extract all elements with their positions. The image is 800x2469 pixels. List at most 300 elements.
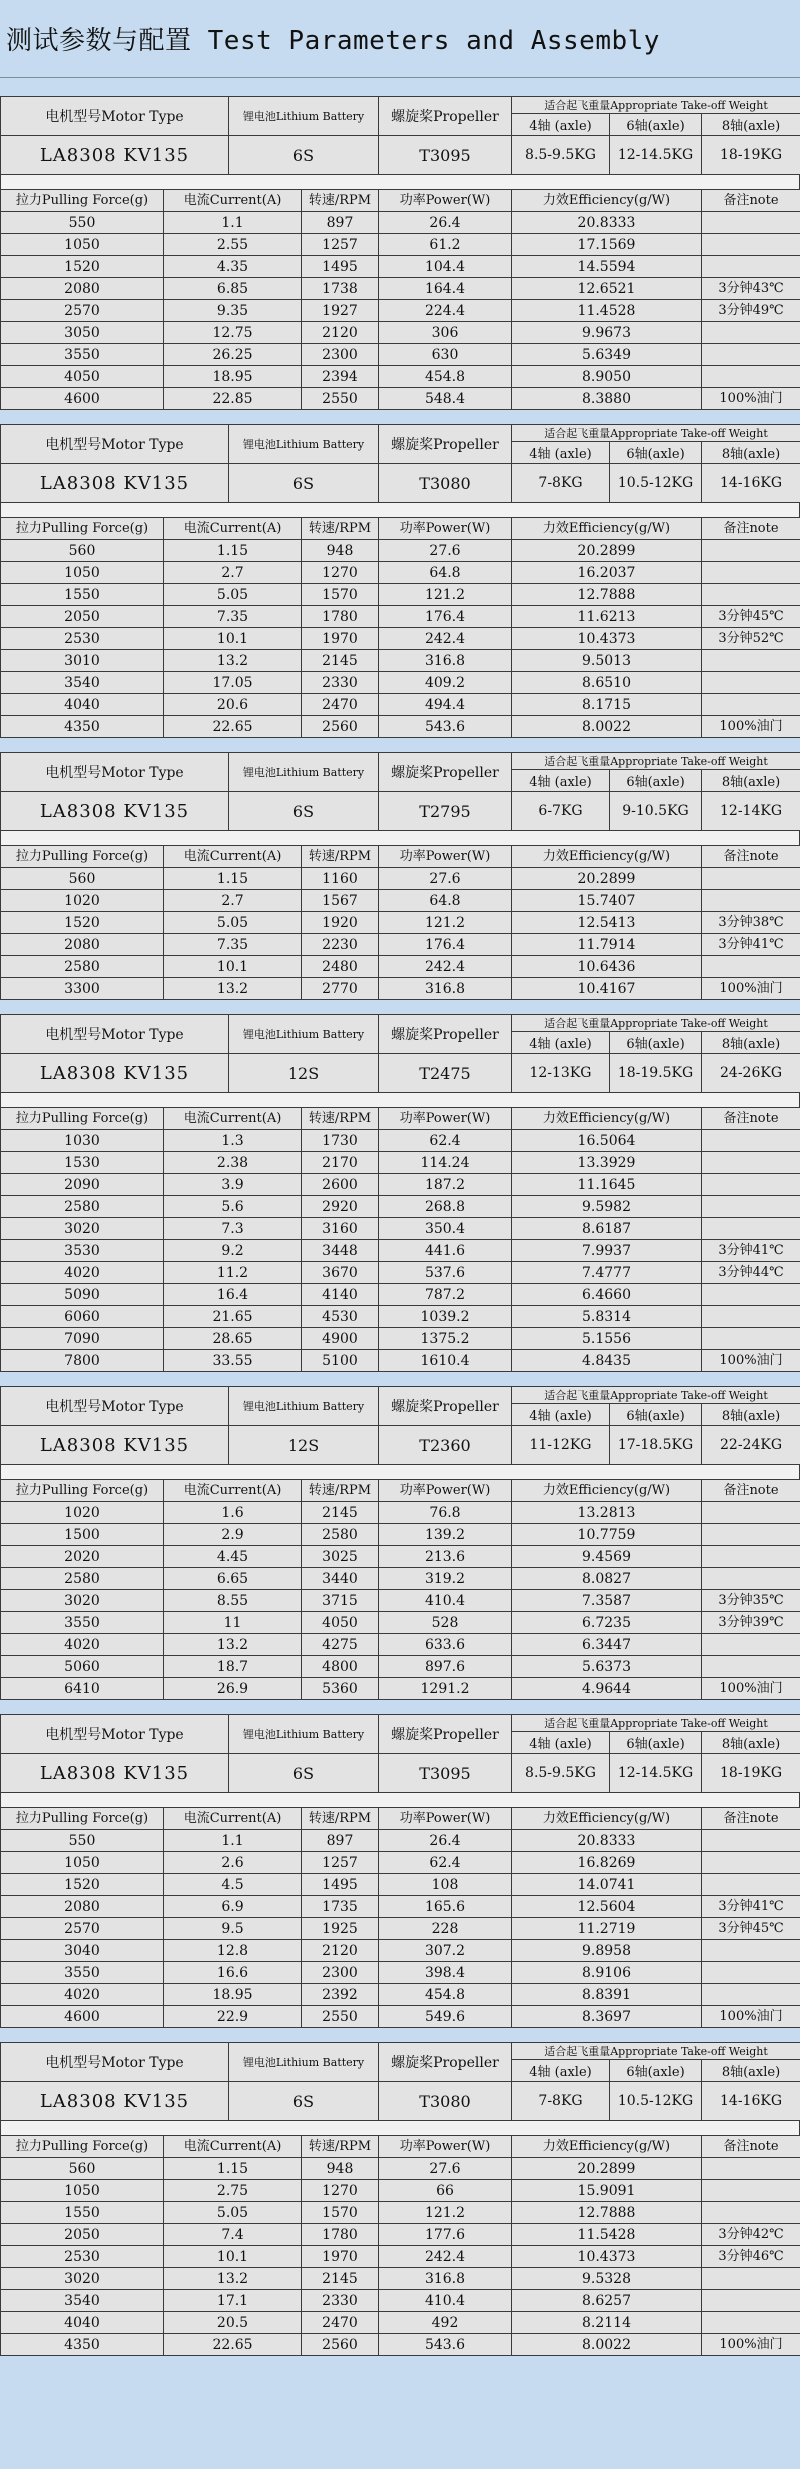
column-header: 拉力Pulling Force(g): [1, 2136, 164, 2158]
table-cell: 100%油门: [702, 1678, 800, 1700]
column-header: 功率Power(W): [379, 190, 512, 212]
test-section: [0, 424, 800, 738]
table-cell: [702, 1524, 800, 1546]
takeoff-weight-label: 适合起飞重量Appropriate Take-off Weight: [512, 1387, 800, 1404]
takeoff-weight-label: 适合起飞重量Appropriate Take-off Weight: [512, 425, 800, 442]
battery-value: 12S: [229, 1054, 379, 1093]
motor-type-label: 电机型号Motor Type: [1, 753, 229, 792]
table-row: [1, 1524, 800, 1546]
weight-4axle-value: 8.5-9.5KG: [512, 136, 610, 175]
table-cell: 319.2: [379, 1568, 512, 1590]
section-gap: [0, 1000, 800, 1014]
table-cell: 306: [379, 322, 512, 344]
table-cell: 2.7: [164, 890, 302, 912]
table-cell: 5100: [302, 1350, 379, 1372]
table-cell: 4350: [1, 716, 164, 738]
table-cell: 1050: [1, 234, 164, 256]
table-cell: [702, 1152, 800, 1174]
table-cell: 20.8333: [512, 212, 702, 234]
table-cell: 14.5594: [512, 256, 702, 278]
table-cell: [702, 2290, 800, 2312]
table-row: [1, 694, 800, 716]
weight-6axle-value: 10.5-12KG: [610, 2082, 702, 2121]
table-cell: 177.6: [379, 2224, 512, 2246]
table-cell: 494.4: [379, 694, 512, 716]
table-cell: 3540: [1, 672, 164, 694]
table-cell: 3448: [302, 1240, 379, 1262]
table-cell: 10.4167: [512, 978, 702, 1000]
table-row: [1, 890, 800, 912]
column-header: 电流Current(A): [164, 1108, 302, 1130]
table-cell: 2580: [302, 1524, 379, 1546]
table-cell: 10.7759: [512, 1524, 702, 1546]
table-cell: 2170: [302, 1152, 379, 1174]
column-header: 拉力Pulling Force(g): [1, 1808, 164, 1830]
table-cell: 1039.2: [379, 1306, 512, 1328]
table-cell: 62.4: [379, 1852, 512, 1874]
table-row: [1, 278, 800, 300]
table-row: [1, 540, 800, 562]
table-row: [1, 1852, 800, 1874]
column-header: 电流Current(A): [164, 1480, 302, 1502]
table-cell: 16.2037: [512, 562, 702, 584]
table-cell: 2.7: [164, 562, 302, 584]
column-header: 备注note: [702, 518, 800, 540]
table-cell: [702, 694, 800, 716]
table-cell: 1780: [302, 606, 379, 628]
table-cell: 3550: [1, 344, 164, 366]
table-cell: 224.4: [379, 300, 512, 322]
table-row: [1, 1874, 800, 1896]
table-cell: 12.7888: [512, 2202, 702, 2224]
table-row: [1, 2268, 800, 2290]
table-cell: 1500: [1, 1524, 164, 1546]
table-cell: 20.5: [164, 2312, 302, 2334]
table-cell: 3分钟41℃: [702, 1240, 800, 1262]
battery-label: 锂电池Lithium Battery: [229, 2043, 379, 2082]
table-cell: 409.2: [379, 672, 512, 694]
config-table: [0, 424, 800, 503]
table-cell: 3530: [1, 1240, 164, 1262]
table-cell: 12.75: [164, 322, 302, 344]
axle8-label: 8轴(axle): [702, 1032, 800, 1054]
table-row: [1, 2202, 800, 2224]
table-cell: 13.2: [164, 978, 302, 1000]
column-header: 拉力Pulling Force(g): [1, 518, 164, 540]
config-table: [0, 1714, 800, 1793]
column-header: 功率Power(W): [379, 1108, 512, 1130]
table-cell: 2580: [1, 956, 164, 978]
battery-value: 6S: [229, 792, 379, 831]
table-cell: 1520: [1, 1874, 164, 1896]
table-cell: 5.05: [164, 912, 302, 934]
table-cell: [702, 1656, 800, 1678]
table-cell: [702, 1218, 800, 1240]
table-cell: 1780: [302, 2224, 379, 2246]
table-cell: 18.95: [164, 1984, 302, 2006]
propeller-value: T3080: [379, 464, 512, 503]
table-cell: 3550: [1, 1612, 164, 1634]
table-row: [1, 2290, 800, 2312]
table-cell: 316.8: [379, 650, 512, 672]
table-cell: 560: [1, 2158, 164, 2180]
test-section: [0, 2042, 800, 2356]
battery-label: 锂电池Lithium Battery: [229, 753, 379, 792]
column-header: 备注note: [702, 2136, 800, 2158]
table-cell: 176.4: [379, 934, 512, 956]
table-cell: [702, 1874, 800, 1896]
table-cell: 1.1: [164, 212, 302, 234]
table-cell: 9.2: [164, 1240, 302, 1262]
table-cell: 2230: [302, 934, 379, 956]
table-row: [1, 300, 800, 322]
table-cell: 16.5064: [512, 1130, 702, 1152]
table-cell: 12.7888: [512, 584, 702, 606]
propeller-label: 螺旋桨Propeller: [379, 1715, 512, 1754]
table-cell: 9.5013: [512, 650, 702, 672]
table-separator: [0, 175, 800, 189]
table-cell: 100%油门: [702, 716, 800, 738]
table-cell: 8.3880: [512, 388, 702, 410]
table-cell: 543.6: [379, 2334, 512, 2356]
column-header: 拉力Pulling Force(g): [1, 1480, 164, 1502]
table-cell: 10.4373: [512, 2246, 702, 2268]
table-cell: 4800: [302, 1656, 379, 1678]
table-cell: 550: [1, 1830, 164, 1852]
table-cell: [702, 540, 800, 562]
table-cell: 2770: [302, 978, 379, 1000]
table-cell: 2090: [1, 1174, 164, 1196]
weight-4axle-value: 7-8KG: [512, 2082, 610, 2121]
table-cell: 4900: [302, 1328, 379, 1350]
table-row: [1, 606, 800, 628]
table-cell: 13.3929: [512, 1152, 702, 1174]
table-cell: 3050: [1, 322, 164, 344]
table-cell: 10.6436: [512, 956, 702, 978]
table-cell: 9.8958: [512, 1940, 702, 1962]
table-separator: [0, 1093, 800, 1107]
table-separator: [0, 1465, 800, 1479]
table-cell: 11.7914: [512, 934, 702, 956]
table-cell: 6.7235: [512, 1612, 702, 1634]
column-header: 备注note: [702, 1480, 800, 1502]
table-cell: 537.6: [379, 1262, 512, 1284]
table-cell: 1927: [302, 300, 379, 322]
battery-label: 锂电池Lithium Battery: [229, 425, 379, 464]
table-row: [1, 2334, 800, 2356]
table-cell: 2470: [302, 2312, 379, 2334]
weight-8axle-value: 24-26KG: [702, 1054, 800, 1093]
takeoff-weight-label: 适合起飞重量Appropriate Take-off Weight: [512, 1015, 800, 1032]
table-cell: [702, 1634, 800, 1656]
table-cell: [702, 1940, 800, 1962]
table-cell: 6060: [1, 1306, 164, 1328]
table-row: [1, 716, 800, 738]
column-header: 功率Power(W): [379, 2136, 512, 2158]
weight-4axle-value: 12-13KG: [512, 1054, 610, 1093]
table-cell: 1270: [302, 562, 379, 584]
battery-label: 锂电池Lithium Battery: [229, 1715, 379, 1754]
propeller-label: 螺旋桨Propeller: [379, 2043, 512, 2082]
column-header: 备注note: [702, 1808, 800, 1830]
table-cell: 64.8: [379, 562, 512, 584]
weight-4axle-value: 6-7KG: [512, 792, 610, 831]
table-row: [1, 2312, 800, 2334]
table-cell: 121.2: [379, 912, 512, 934]
table-cell: 1735: [302, 1896, 379, 1918]
table-row: [1, 1152, 800, 1174]
table-cell: 3分钟44℃: [702, 1262, 800, 1284]
table-cell: 4140: [302, 1284, 379, 1306]
table-cell: 11.1645: [512, 1174, 702, 1196]
table-cell: 100%油门: [702, 2006, 800, 2028]
test-section: [0, 752, 800, 1000]
table-cell: 3.9: [164, 1174, 302, 1196]
weight-8axle-value: 14-16KG: [702, 2082, 800, 2121]
table-row: [1, 956, 800, 978]
table-cell: [702, 1546, 800, 1568]
motor-type-value: LA8308 KV135: [1, 1426, 229, 1465]
propeller-label: 螺旋桨Propeller: [379, 1015, 512, 1054]
table-cell: 4040: [1, 694, 164, 716]
table-cell: 213.6: [379, 1546, 512, 1568]
table-cell: 121.2: [379, 2202, 512, 2224]
table-row: [1, 628, 800, 650]
table-cell: [702, 2202, 800, 2224]
table-cell: 1020: [1, 890, 164, 912]
table-cell: 8.0827: [512, 1568, 702, 1590]
table-cell: 2394: [302, 366, 379, 388]
table-cell: 22.9: [164, 2006, 302, 2028]
table-cell: 2080: [1, 1896, 164, 1918]
table-cell: 3010: [1, 650, 164, 672]
table-cell: 897.6: [379, 1656, 512, 1678]
table-cell: 5.6: [164, 1196, 302, 1218]
table-cell: [702, 234, 800, 256]
performance-table: [0, 189, 800, 410]
column-header: 转速/RPM: [302, 1808, 379, 1830]
table-cell: 787.2: [379, 1284, 512, 1306]
table-cell: 2550: [302, 388, 379, 410]
table-cell: 3分钟45℃: [702, 1918, 800, 1940]
table-row: [1, 388, 800, 410]
table-cell: 28.65: [164, 1328, 302, 1350]
section-gap: [0, 410, 800, 424]
table-cell: 165.6: [379, 1896, 512, 1918]
axle4-label: 4轴 (axle): [512, 114, 610, 136]
table-cell: 228: [379, 1918, 512, 1940]
table-cell: 897: [302, 1830, 379, 1852]
table-cell: 1730: [302, 1130, 379, 1152]
column-header: 功率Power(W): [379, 518, 512, 540]
table-cell: 20.2899: [512, 868, 702, 890]
table-cell: 6.3447: [512, 1634, 702, 1656]
column-header: 转速/RPM: [302, 846, 379, 868]
table-row: [1, 1896, 800, 1918]
table-cell: 18.95: [164, 366, 302, 388]
table-cell: [702, 1174, 800, 1196]
table-cell: 316.8: [379, 2268, 512, 2290]
battery-label: 锂电池Lithium Battery: [229, 97, 379, 136]
weight-6axle-value: 10.5-12KG: [610, 464, 702, 503]
weight-6axle-value: 18-19.5KG: [610, 1054, 702, 1093]
table-cell: 7.3: [164, 1218, 302, 1240]
table-cell: 1160: [302, 868, 379, 890]
table-cell: 8.3697: [512, 2006, 702, 2028]
table-cell: 2.75: [164, 2180, 302, 2202]
table-cell: 6410: [1, 1678, 164, 1700]
table-cell: 4050: [302, 1612, 379, 1634]
axle8-label: 8轴(axle): [702, 2060, 800, 2082]
table-cell: 1020: [1, 1502, 164, 1524]
table-cell: [702, 366, 800, 388]
table-cell: 3分钟41℃: [702, 1896, 800, 1918]
table-row: [1, 1962, 800, 1984]
table-cell: 3025: [302, 1546, 379, 1568]
table-cell: 548.4: [379, 388, 512, 410]
table-cell: 121.2: [379, 584, 512, 606]
table-row: [1, 1678, 800, 1700]
table-cell: 3分钟35℃: [702, 1590, 800, 1612]
axle8-label: 8轴(axle): [702, 1732, 800, 1754]
axle4-label: 4轴 (axle): [512, 1732, 610, 1754]
table-cell: 6.65: [164, 1568, 302, 1590]
table-cell: 1570: [302, 584, 379, 606]
table-cell: 4040: [1, 2312, 164, 2334]
axle4-label: 4轴 (axle): [512, 2060, 610, 2082]
table-cell: 7090: [1, 1328, 164, 1350]
battery-value: 6S: [229, 464, 379, 503]
table-row: [1, 2158, 800, 2180]
table-cell: 1257: [302, 1852, 379, 1874]
table-cell: 1050: [1, 2180, 164, 2202]
table-cell: 2145: [302, 650, 379, 672]
table-cell: 2920: [302, 1196, 379, 1218]
battery-label: 锂电池Lithium Battery: [229, 1387, 379, 1426]
table-cell: 3020: [1, 1218, 164, 1240]
table-row: [1, 1240, 800, 1262]
axle6-label: 6轴(axle): [610, 2060, 702, 2082]
config-table: [0, 96, 800, 175]
table-cell: 454.8: [379, 1984, 512, 2006]
table-cell: 4020: [1, 1262, 164, 1284]
column-header: 电流Current(A): [164, 1808, 302, 1830]
table-cell: [702, 2180, 800, 2202]
motor-type-label: 电机型号Motor Type: [1, 1387, 229, 1426]
table-cell: 4275: [302, 1634, 379, 1656]
table-row: [1, 2180, 800, 2202]
axle4-label: 4轴 (axle): [512, 1404, 610, 1426]
table-separator: [0, 1793, 800, 1807]
table-cell: 9.35: [164, 300, 302, 322]
table-cell: 5.05: [164, 2202, 302, 2224]
table-cell: 7.3587: [512, 1590, 702, 1612]
table-cell: 66: [379, 2180, 512, 2202]
table-row: [1, 322, 800, 344]
table-cell: 8.6257: [512, 2290, 702, 2312]
table-cell: 2550: [302, 2006, 379, 2028]
table-cell: 62.4: [379, 1130, 512, 1152]
table-cell: [702, 1130, 800, 1152]
table-cell: 454.8: [379, 366, 512, 388]
table-cell: 630: [379, 344, 512, 366]
axle6-label: 6轴(axle): [610, 1732, 702, 1754]
propeller-value: T3095: [379, 136, 512, 175]
table-cell: 2300: [302, 1962, 379, 1984]
table-cell: 2560: [302, 716, 379, 738]
table-row: [1, 1284, 800, 1306]
table-cell: 20.6: [164, 694, 302, 716]
column-header: 转速/RPM: [302, 1108, 379, 1130]
table-cell: 13.2813: [512, 1502, 702, 1524]
table-cell: 12.6521: [512, 278, 702, 300]
table-cell: 242.4: [379, 956, 512, 978]
column-header: 力效Efficiency(g/W): [512, 518, 702, 540]
table-cell: 1030: [1, 1130, 164, 1152]
weight-6axle-value: 9-10.5KG: [610, 792, 702, 831]
table-cell: 550: [1, 212, 164, 234]
table-cell: 8.9106: [512, 1962, 702, 1984]
table-cell: 1495: [302, 1874, 379, 1896]
table-row: [1, 1174, 800, 1196]
table-cell: 11.2: [164, 1262, 302, 1284]
column-header: 拉力Pulling Force(g): [1, 1108, 164, 1130]
table-cell: 15.9091: [512, 2180, 702, 2202]
battery-value: 6S: [229, 2082, 379, 2121]
table-cell: 9.9673: [512, 322, 702, 344]
table-separator: [0, 2121, 800, 2135]
table-cell: 17.1: [164, 2290, 302, 2312]
table-cell: 410.4: [379, 2290, 512, 2312]
table-cell: 26.4: [379, 1830, 512, 1852]
table-cell: 2.6: [164, 1852, 302, 1874]
table-cell: 16.6: [164, 1962, 302, 1984]
table-row: [1, 1830, 800, 1852]
table-cell: 4600: [1, 2006, 164, 2028]
column-header: 力效Efficiency(g/W): [512, 846, 702, 868]
motor-type-value: LA8308 KV135: [1, 1054, 229, 1093]
table-row: [1, 2006, 800, 2028]
table-cell: 100%油门: [702, 978, 800, 1000]
table-cell: 1.6: [164, 1502, 302, 1524]
test-section: [0, 1714, 800, 2028]
weight-6axle-value: 12-14.5KG: [610, 1754, 702, 1793]
table-cell: 1567: [302, 890, 379, 912]
table-cell: 22.65: [164, 2334, 302, 2356]
table-cell: 2530: [1, 628, 164, 650]
table-cell: 528: [379, 1612, 512, 1634]
table-row: [1, 584, 800, 606]
table-cell: 268.8: [379, 1196, 512, 1218]
table-cell: 6.85: [164, 278, 302, 300]
motor-type-label: 电机型号Motor Type: [1, 425, 229, 464]
table-cell: 1270: [302, 2180, 379, 2202]
performance-table: [0, 845, 800, 1000]
column-header: 电流Current(A): [164, 190, 302, 212]
performance-table: [0, 1479, 800, 1700]
table-cell: 1550: [1, 2202, 164, 2224]
column-header: 力效Efficiency(g/W): [512, 1480, 702, 1502]
table-row: [1, 1984, 800, 2006]
weight-6axle-value: 17-18.5KG: [610, 1426, 702, 1465]
table-cell: 15.7407: [512, 890, 702, 912]
table-cell: 2.38: [164, 1152, 302, 1174]
table-row: [1, 1502, 800, 1524]
table-cell: 2580: [1, 1568, 164, 1590]
column-header: 备注note: [702, 190, 800, 212]
table-row: [1, 1634, 800, 1656]
table-cell: 316.8: [379, 978, 512, 1000]
